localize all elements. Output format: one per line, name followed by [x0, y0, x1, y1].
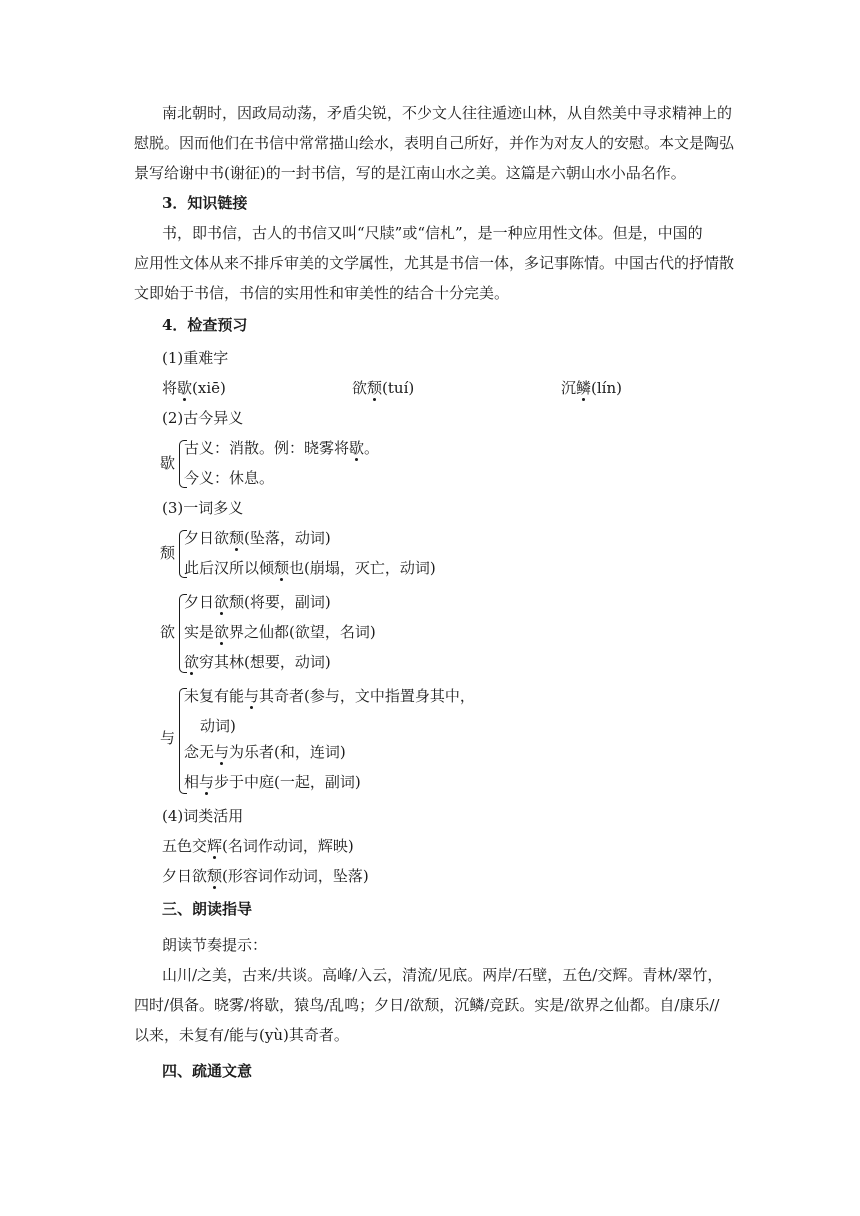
example-text: 也(崩塌，灭亡，动词) — [289, 559, 436, 577]
section-3-heading: 3．知识链接 — [162, 194, 248, 212]
rhythm-line-2: 四时/俱备。晓雾/将歇，猿鸟/乱鸣；夕日/欲颓，沉鳞/竞跃。实是/欲界之仙都。自/康乐// — [134, 996, 720, 1014]
knowledge-line-1: 书，即书信，古人的书信又叫“尺牍”或“信札”，是一种应用性文体。但是，中国的 — [162, 224, 703, 242]
dotted-char: 欲 — [214, 623, 230, 641]
example-text: (坠落，动词) — [244, 529, 331, 547]
dotted-char: 辉 — [207, 837, 223, 855]
word-class-2 — [162, 866, 369, 886]
dotted-char: 与 — [244, 687, 260, 705]
knowledge-line-3: 文即始于书信，书信的实用性和审美性的结合十分完美。 — [134, 284, 510, 302]
intro-line-3: 景写给谢中书(谢征)的一封书信，写的是江南山水之美。这篇是六朝山水小品名作。 — [134, 164, 686, 182]
example-text: 未复有能 — [184, 687, 245, 705]
polysemy-yu-2 — [184, 622, 376, 642]
polysemy-tui-1 — [184, 528, 331, 548]
example-text: 实是 — [184, 623, 215, 641]
meaning-text: 。 — [364, 439, 380, 457]
dotted-char: 与 — [199, 773, 215, 791]
polysemy-yu2-1-cont: 动词) — [200, 717, 236, 735]
dotted-char: 颓 — [229, 529, 245, 547]
brace-head-xie: 歇 — [160, 454, 176, 472]
dotted-char: 欲 — [214, 593, 230, 611]
section-reading-heading: 三、朗读指导 — [162, 900, 253, 918]
example-text: 夕日欲 — [184, 529, 230, 547]
knowledge-line-2: 应用性文体从来不排斥审美的文学属性，尤其是书信一体，多记事陈情。中国古代的抒情散 — [134, 254, 735, 272]
section-meaning-heading: 四、疏通文意 — [162, 1062, 253, 1080]
polysemy-yu-1 — [184, 592, 331, 612]
example-text: 为乐者(和，连词) — [229, 743, 346, 761]
dotted-char: 歇 — [177, 379, 193, 397]
section-4-heading: 4．检查预习 — [162, 316, 248, 334]
example-text: 相 — [184, 773, 200, 791]
pinyin: (lín) — [591, 379, 622, 397]
subsection-3-title: (3)一词多义 — [162, 499, 244, 517]
dotted-char: 鳞 — [576, 379, 592, 397]
dotted-char: 颓 — [274, 559, 290, 577]
polysemy-tui-2 — [184, 558, 436, 578]
example-text: 夕日 — [184, 593, 215, 611]
pinyin: (tuí) — [382, 379, 415, 397]
subsection-2-title: (2)古今异义 — [162, 409, 244, 427]
intro-line-1: 南北朝时，因政局动荡，矛盾尖锐，不少文人往往遁迹山林，从自然美中寻求精神上的 — [162, 104, 733, 122]
example-text: (名词作动词，辉映) — [222, 837, 354, 855]
dotted-char: 欲 — [184, 653, 200, 671]
vocab-word-3 — [561, 378, 622, 398]
brace-head-yu: 欲 — [160, 623, 176, 641]
dotted-char: 颓 — [207, 867, 223, 885]
example-text: 穷其林(想要，动词) — [199, 653, 331, 671]
pinyin: (xiē) — [192, 379, 226, 397]
subsection-1-title: (1)重难字 — [162, 349, 229, 367]
rhythm-line-1: 山川/之美，古来/共谈。高峰/入云，清流/见底。两岸/石壁，五色/交辉。青林/翠竹， — [162, 966, 723, 984]
rhythm-subtitle: 朗读节奏提示： — [162, 936, 268, 954]
dotted-char: 与 — [214, 743, 230, 761]
ancient-meaning — [184, 438, 379, 458]
polysemy-yu2-2 — [184, 742, 346, 762]
polysemy-yu2-1 — [184, 686, 475, 706]
intro-line-2: 慰脱。因而他们在书信中常常描山绘水，表明自己所好，并作为对友人的安慰。本文是陶弘 — [134, 134, 735, 152]
subsection-4-title: (4)词类活用 — [162, 807, 244, 825]
polysemy-yu-3 — [184, 652, 331, 672]
meaning-text: 古义：消散。例：晓雾将 — [184, 439, 350, 457]
example-text: 夕日欲 — [162, 867, 208, 885]
example-text: 步于中庭(一起，副词) — [214, 773, 361, 791]
polysemy-yu2-3 — [184, 772, 361, 792]
word-text: 沉 — [561, 379, 577, 397]
vocab-word-2 — [352, 378, 414, 398]
example-text: (形容词作动词，坠落) — [222, 867, 369, 885]
word-text: 欲 — [352, 379, 368, 397]
word-text: 将 — [162, 379, 178, 397]
dotted-char: 歇 — [349, 439, 365, 457]
brace-head-tui: 颓 — [160, 544, 176, 562]
brace-head-yu2: 与 — [160, 729, 176, 747]
example-text: 五色交 — [162, 837, 208, 855]
example-text: 颓(将要，副词) — [229, 593, 331, 611]
example-text: 此后汉所以倾 — [184, 559, 275, 577]
modern-meaning: 今义：休息。 — [184, 469, 275, 487]
example-text: 念无 — [184, 743, 215, 761]
dotted-char: 颓 — [367, 379, 383, 397]
example-text: 界之仙都(欲望，名词) — [229, 623, 376, 641]
word-class-1 — [162, 836, 354, 856]
vocab-word-1 — [162, 378, 226, 398]
rhythm-line-3: 以来，未复有/能与(yù)其奇者。 — [134, 1026, 349, 1044]
example-text: 其奇者(参与，文中指置身其中， — [259, 687, 475, 705]
